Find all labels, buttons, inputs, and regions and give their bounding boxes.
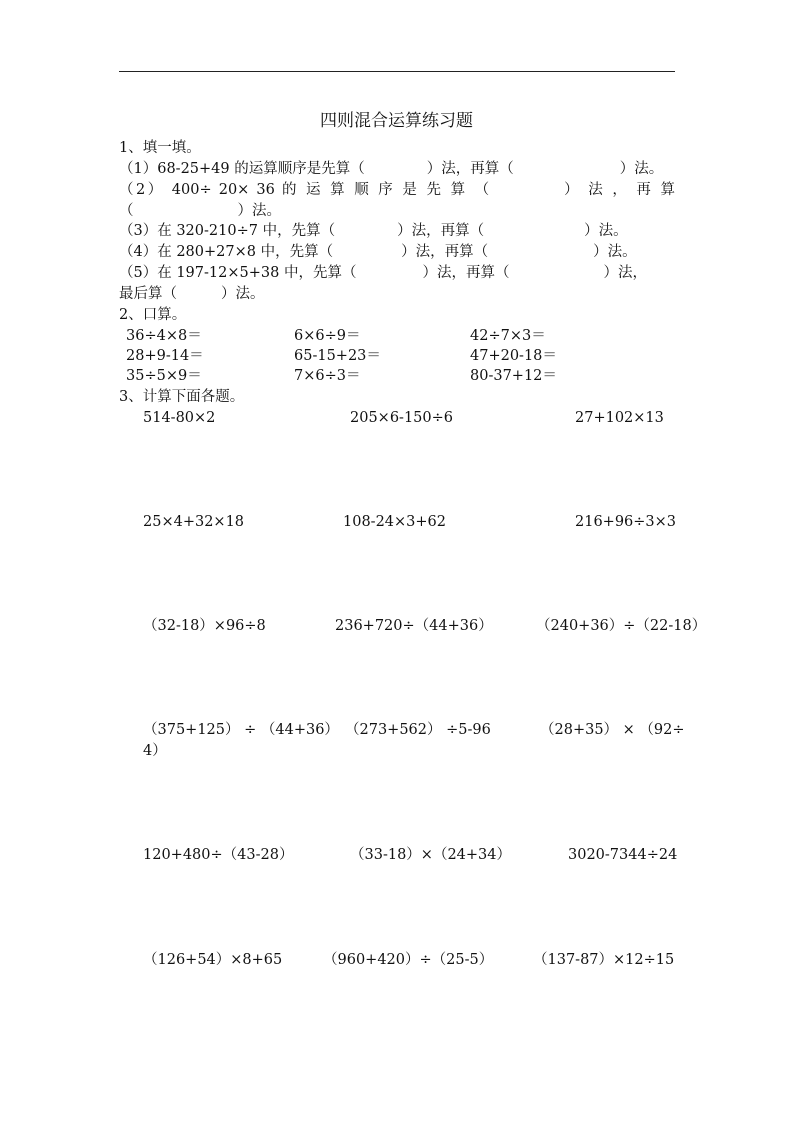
section2-heading: 2、口算。 — [119, 307, 187, 323]
problem-item: 216+96÷3×3 — [575, 514, 677, 530]
problem-item: 120+480÷（43-28） — [143, 847, 294, 863]
q3-text-b: ）法，再算（ — [397, 223, 485, 239]
question-5-line-1 — [119, 263, 675, 283]
section3-heading: 3、计算下面各题。 — [119, 389, 245, 405]
problem-item: 205×6-150÷6 — [350, 410, 454, 426]
problem-item: （273+562） ÷5-96 — [345, 722, 491, 738]
q4-text-b: ）法，再算（ — [401, 244, 489, 260]
problem-item: （240+36）÷（22-18） — [536, 618, 707, 634]
q4-text-a: （4）在 280+27×8 中，先算（ — [119, 244, 334, 260]
problem-item: 514-80×2 — [143, 410, 216, 426]
problem-item: 27+102×13 — [575, 410, 664, 426]
oral-item: 36÷4×8＝ — [126, 328, 202, 344]
question-3 — [119, 221, 675, 241]
q5-text-c: ）法， — [603, 265, 647, 281]
oral-item: 7×6÷3＝ — [294, 368, 361, 384]
q2-text-c: （ — [119, 203, 134, 219]
page-title: 四则混合运算练习题 — [320, 111, 473, 131]
q5-text-e: ）法。 — [221, 286, 265, 302]
oral-item: 47+20-18＝ — [470, 348, 557, 364]
section1-heading: 1、填一填。 — [119, 140, 201, 156]
oral-item: 35÷5×9＝ — [126, 368, 202, 384]
q1-text-b: ）法，再算（ — [426, 161, 514, 177]
oral-item: 80-37+12＝ — [470, 368, 557, 384]
q2-text-b: ） 法 ， 再 算 — [561, 182, 675, 198]
question-2-line-2 — [119, 201, 281, 221]
question-4 — [119, 242, 675, 262]
problem-item: （375+125） ÷ （44+36） — [143, 722, 339, 738]
problem-item: （126+54）×8+65 — [143, 952, 283, 968]
q3-text-a: （3）在 320-210÷7 中，先算（ — [119, 223, 336, 239]
oral-item: 6×6÷9＝ — [294, 328, 361, 344]
problem-item: 3020-7344÷24 — [568, 847, 678, 863]
problem-item: （137-87）×12÷15 — [533, 952, 675, 968]
q5-text-d: 最后算（ — [119, 286, 177, 302]
problem-item: 236+720÷（44+36） — [335, 618, 493, 634]
q5-text-b: ）法，再算（ — [422, 265, 510, 281]
problem-item: 108-24×3+62 — [343, 514, 447, 530]
problem-wrap-tail: 4） — [143, 743, 167, 759]
q2-text-d: ）法。 — [237, 203, 281, 219]
problem-item: （32-18）×96÷8 — [143, 618, 266, 634]
oral-item: 65-15+23＝ — [294, 348, 381, 364]
q3-text-c: ）法。 — [584, 223, 628, 239]
q1-text-a: （1）68-25+49 的运算顺序是先算（ — [119, 161, 365, 177]
q4-text-c: ）法。 — [593, 244, 637, 260]
problem-item: （28+35） × （92÷ — [540, 722, 685, 738]
question-1 — [119, 159, 675, 179]
oral-item: 28+9-14＝ — [126, 348, 204, 364]
q2-text-a: （2） 400÷ 20× 36 的 运 算 顺 序 是 先 算 （ — [119, 182, 492, 198]
q1-text-c: ）法。 — [619, 161, 664, 177]
problem-item: 25×4+32×18 — [143, 514, 245, 530]
problem-item: （960+420）÷（25-5） — [323, 952, 494, 968]
question-2-line-1 — [119, 180, 675, 200]
q5-text-a: （5）在 197-12×5+38 中，先算（ — [119, 265, 357, 281]
oral-item: 42÷7×3＝ — [470, 328, 546, 344]
question-5-line-2 — [119, 284, 265, 304]
problem-item: （33-18）×（24+34） — [350, 847, 512, 863]
header-rule — [119, 71, 675, 72]
